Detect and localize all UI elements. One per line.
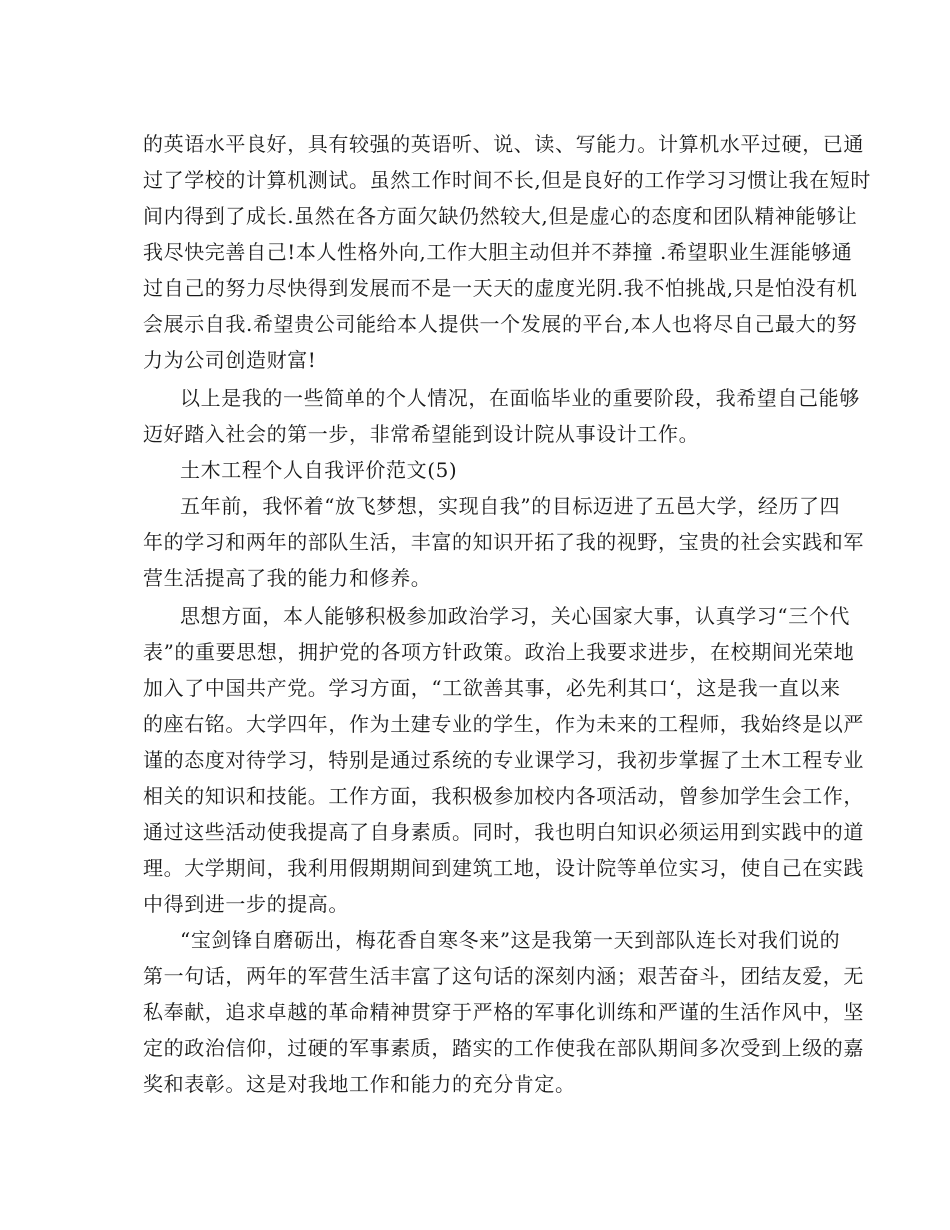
paragraph-start-line: 思想方面，本人能够积极参加政治学习，关心国家大事，认真学习“三个代 <box>180 604 851 628</box>
text-line: 理。大学期间，我利用假期期间到建筑工地，设计院等单位实习，使自己在实践 <box>143 856 864 880</box>
text-line: 中得到进一步的提高。 <box>143 892 349 916</box>
text-line: 第一句话，两年的军营生活丰富了这句话的深刻内涵；艰苦奋斗，团结友爱，无 <box>143 964 864 988</box>
text-line: 表”的重要思想，拥护党的各项方针政策。政治上我要求进步，在校期间光荣地 <box>143 640 855 664</box>
paragraph-start-line: 以上是我的一些简单的个人情况，在面临毕业的重要阶段，我希望自己能够 <box>180 386 860 410</box>
text-line: 的座右铭。大学四年，作为土建专业的学生，作为未来的工程师，我始终是以严 <box>143 712 864 736</box>
text-line: 定的政治信仰，过硬的军事素质，踏实的工作使我在部队期间多次受到上级的嘉 <box>143 1036 864 1060</box>
text-line: 会展示自我.希望贵公司能给本人提供一个发展的平台,本人也将尽自己最大的努 <box>143 312 858 336</box>
text-line: 通过这些活动使我提高了自身素质。同时，我也明白知识必须运用到实践中的道 <box>143 820 864 844</box>
text-line: 的英语水平良好，具有较强的英语听、说、读、写能力。计算机水平过硬，已通 <box>143 132 864 156</box>
text-line: 相关的知识和技能。工作方面，我积极参加校内各项活动，曾参加学生会工作， <box>143 784 864 808</box>
paragraph-start-line: 五年前，我怀着“放飞梦想，实现自我”的目标迈进了五邑大学，经历了四 <box>180 494 841 518</box>
text-line: 私奉献，追求卓越的革命精神贯穿于严格的军事化训练和严谨的生活作风中，坚 <box>143 1000 864 1024</box>
text-line: 间内得到了成长.虽然在各方面欠缺仍然较大,但是虚心的态度和团队精神能够让 <box>143 204 858 228</box>
text-line: 营生活提高了我的能力和修养。 <box>143 566 432 590</box>
text-line: 年的学习和两年的部队生活，丰富的知识开拓了我的视野，宝贵的社会实践和军 <box>143 530 864 554</box>
text-line: 力为公司创造财富! <box>143 348 317 372</box>
text-line: 谨的态度对待学习，特别是通过系统的专业课学习，我初步掌握了土木工程专业 <box>143 748 864 772</box>
paragraph-start-line: “宝剑锋自磨砺出，梅花香自寒冬来”这是我第一天到部队连长对我们说的 <box>180 928 841 952</box>
text-line: 奖和表彰。这是对我地工作和能力的充分肯定。 <box>143 1072 576 1096</box>
text-line: 迈好踏入社会的第一步，非常希望能到设计院从事设计工作。 <box>143 422 700 446</box>
section-heading: 土木工程个人自我评价范文(5) <box>180 458 458 482</box>
text-line: 我尽快完善自己!本人性格外向,工作大胆主动但并不莽撞 .希望职业生涯能够通 <box>143 240 853 264</box>
text-line: 过自己的努力尽快得到发展而不是一天天的虚度光阴.我不怕挑战,只是怕没有机 <box>143 276 858 300</box>
text-line: 加入了中国共产党。学习方面，“工欲善其事，必先利其口‘，这是我一直以来 <box>143 676 841 700</box>
text-line: 过了学校的计算机测试。虽然工作时间不长,但是良好的工作学习习惯让我在短时 <box>143 168 871 192</box>
